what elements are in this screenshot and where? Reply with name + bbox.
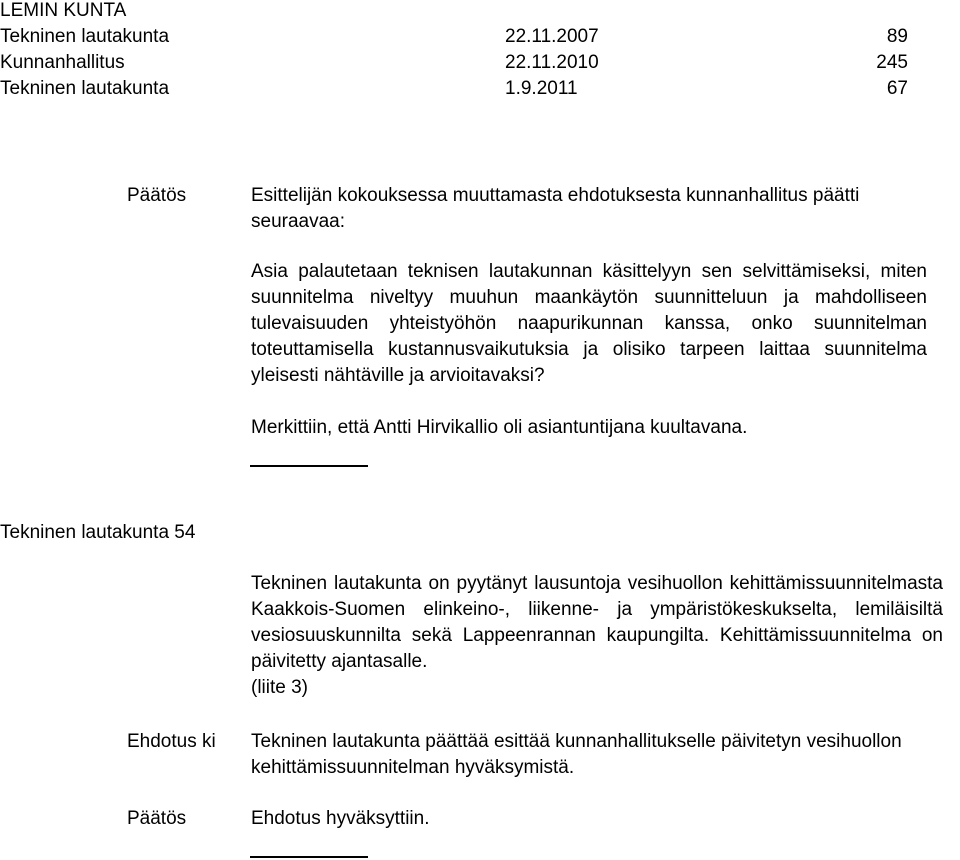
attachment-ref: (liite 3)	[251, 677, 309, 698]
meeting-number: 245	[876, 52, 908, 73]
meeting-date: 22.11.2010	[505, 52, 599, 73]
meeting-row	[0, 50, 920, 76]
meeting-row	[0, 24, 920, 50]
meeting-body: Tekninen lautakunta	[0, 26, 170, 47]
meeting-row	[0, 76, 920, 102]
meeting-number: 67	[886, 78, 908, 99]
statement-text: Tekninen lautakunta on pyytänyt lausuntoja vesihuollon kehittämissuunnitelmasta Kaakkois-Suomen elinkeino-, liikenne- ja ympäristökeskukselta, lemiläisiltä vesiosuuskunnilta sekä Lappeenrannan kaupungilta. Kehittämissuunnitelma on päivitetty ajantasalle.	[251, 573, 943, 672]
meeting-body: Kunnanhallitus	[0, 52, 125, 73]
decision-text: Ehdotus hyväksyttiin.	[251, 808, 430, 829]
section-heading: Tekninen lautakunta 54	[0, 522, 196, 543]
meeting-date: 22.11.2007	[505, 26, 599, 47]
section-divider	[250, 465, 368, 467]
decision-text: Asia palautetaan teknisen lautakunnan käsittelyyn sen selvittämiseksi, miten suunnitelma niveltyy muuhun maankäytön suunnitteluun ja mahdolliseen tulevaisuuden yhteistyöhön naapurikunnan kanssa, onko suunnitelman toteuttamisella kustannusvaikutuksia ja olisiko tarpeen laittaa suunnitelma yleisesti nähtäville ja arvioitavaksi?	[251, 261, 927, 386]
proposal-label: Ehdotus ki	[127, 731, 216, 752]
proposal-text: Tekninen lautakunta päättää esittää kunnanhallitukselle päivitetyn vesihuollon kehittämissuunnitelman hyväksymistä.	[251, 731, 902, 778]
decision-intro: Esittelijän kokouksessa muuttamasta ehdotuksesta kunnanhallitus päätti seuraavaa:	[251, 185, 860, 232]
decision-label: Päätös	[127, 185, 187, 206]
meeting-number: 89	[886, 26, 908, 47]
decision-label: Päätös	[127, 808, 187, 829]
section-divider	[250, 856, 368, 858]
meeting-date: 1.9.2011	[505, 78, 578, 99]
meeting-body: Tekninen lautakunta	[0, 78, 170, 99]
organization-name: LEMIN KUNTA	[0, 0, 127, 21]
expert-note: Merkittiin, että Antti Hirvikallio oli asiantuntijana kuultavana.	[251, 417, 748, 438]
